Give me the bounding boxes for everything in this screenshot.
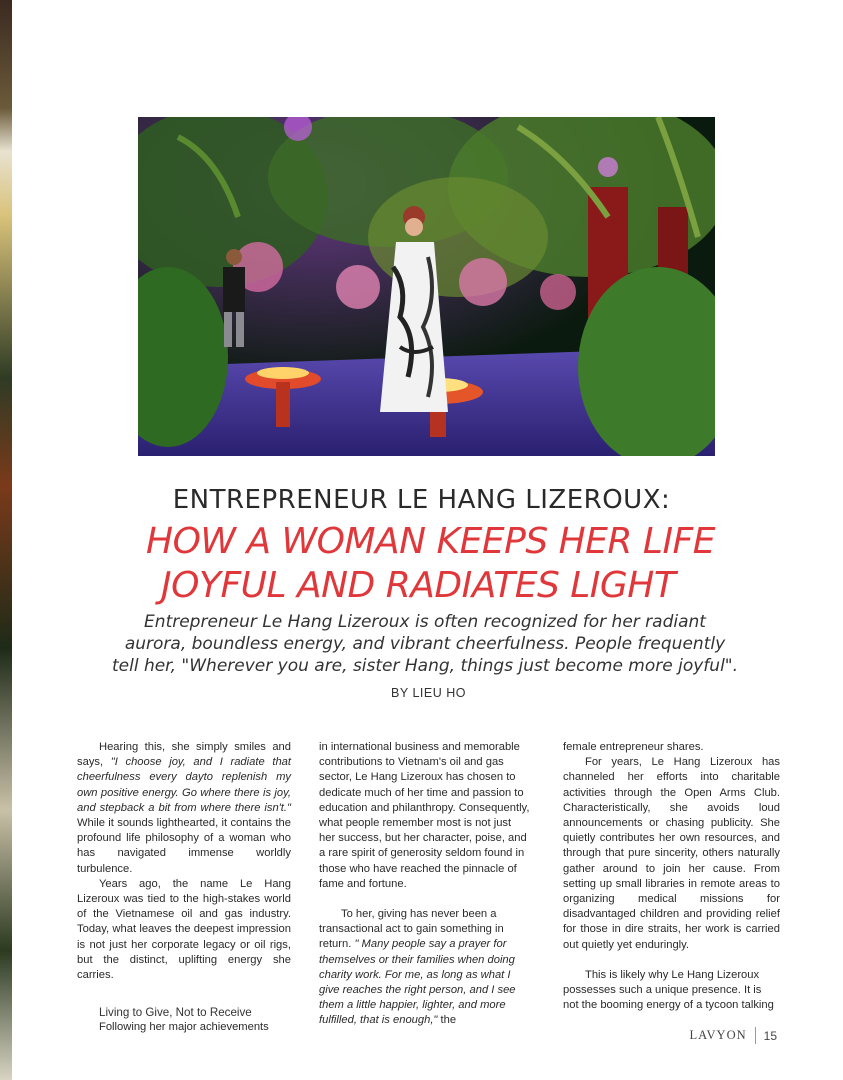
pull-quote: "I choose joy, and I radiate that cheerfulness every dayto replenish my own positive energy. Go where there is joy, and stepback a bit from where there isn't." <box>77 756 291 814</box>
text-column-1 <box>77 740 291 1036</box>
page-footer <box>689 1027 777 1044</box>
deck-line-2: aurora, boundless energy, and vibrant cheerfulness. People frequently <box>124 634 726 654</box>
paragraph-text: the <box>437 1014 457 1027</box>
deck-line-1: Entrepreneur Le Hang Lizeroux is often recognized for her radiant <box>144 612 706 632</box>
hero-photo <box>138 117 715 456</box>
deck-line-3: tell her, "Wherever you are, sister Hang, things just become more joyful". <box>111 656 739 676</box>
headline-line-1: HOW A WOMAN KEEPS HER LIFE <box>146 521 716 562</box>
paragraph: in international business and memorable contributions to Vietnam's oil and gas sector, Le Hang Lizeroux has chosen to dedicate much of her time and passion to education and philanthropy. Consequently, what people remember most is not just her success, but her character, poise, and a rare spirit of generosity seldom found in those who have reached the pinnacle of fame and fortune. <box>319 741 530 890</box>
article-kicker: ENTREPRENEUR LE HANG LIZEROUX: <box>172 485 671 515</box>
section-subheading: Living to Give, Not to Receive <box>99 1006 252 1020</box>
paragraph-text: Hearing this, she simply smiles and says, <box>77 741 291 769</box>
paragraph <box>319 907 530 1029</box>
paragraph: For years, Le Hang Lizeroux has channeled her efforts into charitable activities through the Open Arms Club. Characteristically, she avoids loud announcements or chasing publicity. She quietly contributes her own resources, and through that pure sincerity, others naturally gather around to join her cause. From setting up small libraries in remote areas to organizing medical missions for disadvantaged children and providing relief for those in dire straits, her work is carried out quietly yet enduringly. <box>563 756 780 951</box>
paragraph-text: While it sounds lighthearted, it contains the profound life philosophy of a woman who has navigated immense worldly turbulence. <box>77 817 291 875</box>
article-headline <box>146 520 836 608</box>
paragraph: female entrepreneur shares. <box>563 741 704 753</box>
headline-line-2: JOYFUL AND RADIATES LIGHT <box>161 565 676 606</box>
garden-stage-photo <box>138 117 715 456</box>
text-column-3 <box>563 740 780 1013</box>
paragraph: Years ago, the name Le Hang Lizeroux was tied to the high-stakes world of the Vietnamese oil and gas industry. Today, what leaves the deepest impression is not just her corporate legacy or oil rigs, but the distinct, uplifting energy she carries. <box>77 877 291 982</box>
magazine-brand: LAVYON <box>689 1028 747 1042</box>
paragraph: Following her major achievements <box>99 1021 269 1034</box>
pull-quote: " Many people say a prayer for themselves or their families when doing charity work. For me, as long as what I give reaches the right person, and I see them a little happier, lighter, and more fulfilled, that is enough," <box>319 938 516 1027</box>
paragraph <box>77 740 291 877</box>
paragraph-text: To her, giving has never been a transactional act to gain something in return. <box>319 908 504 951</box>
footer-divider <box>755 1027 756 1044</box>
article-deck <box>100 611 750 677</box>
previous-page-edge <box>0 0 12 1080</box>
paragraph: This is likely why Le Hang Lizeroux possesses such a unique presence. It is not the booming energy of a tycoon talking <box>563 968 774 1012</box>
text-column-2 <box>319 740 530 1029</box>
page-number: 15 <box>763 1028 777 1043</box>
byline: BY LIEU HO <box>391 686 466 700</box>
